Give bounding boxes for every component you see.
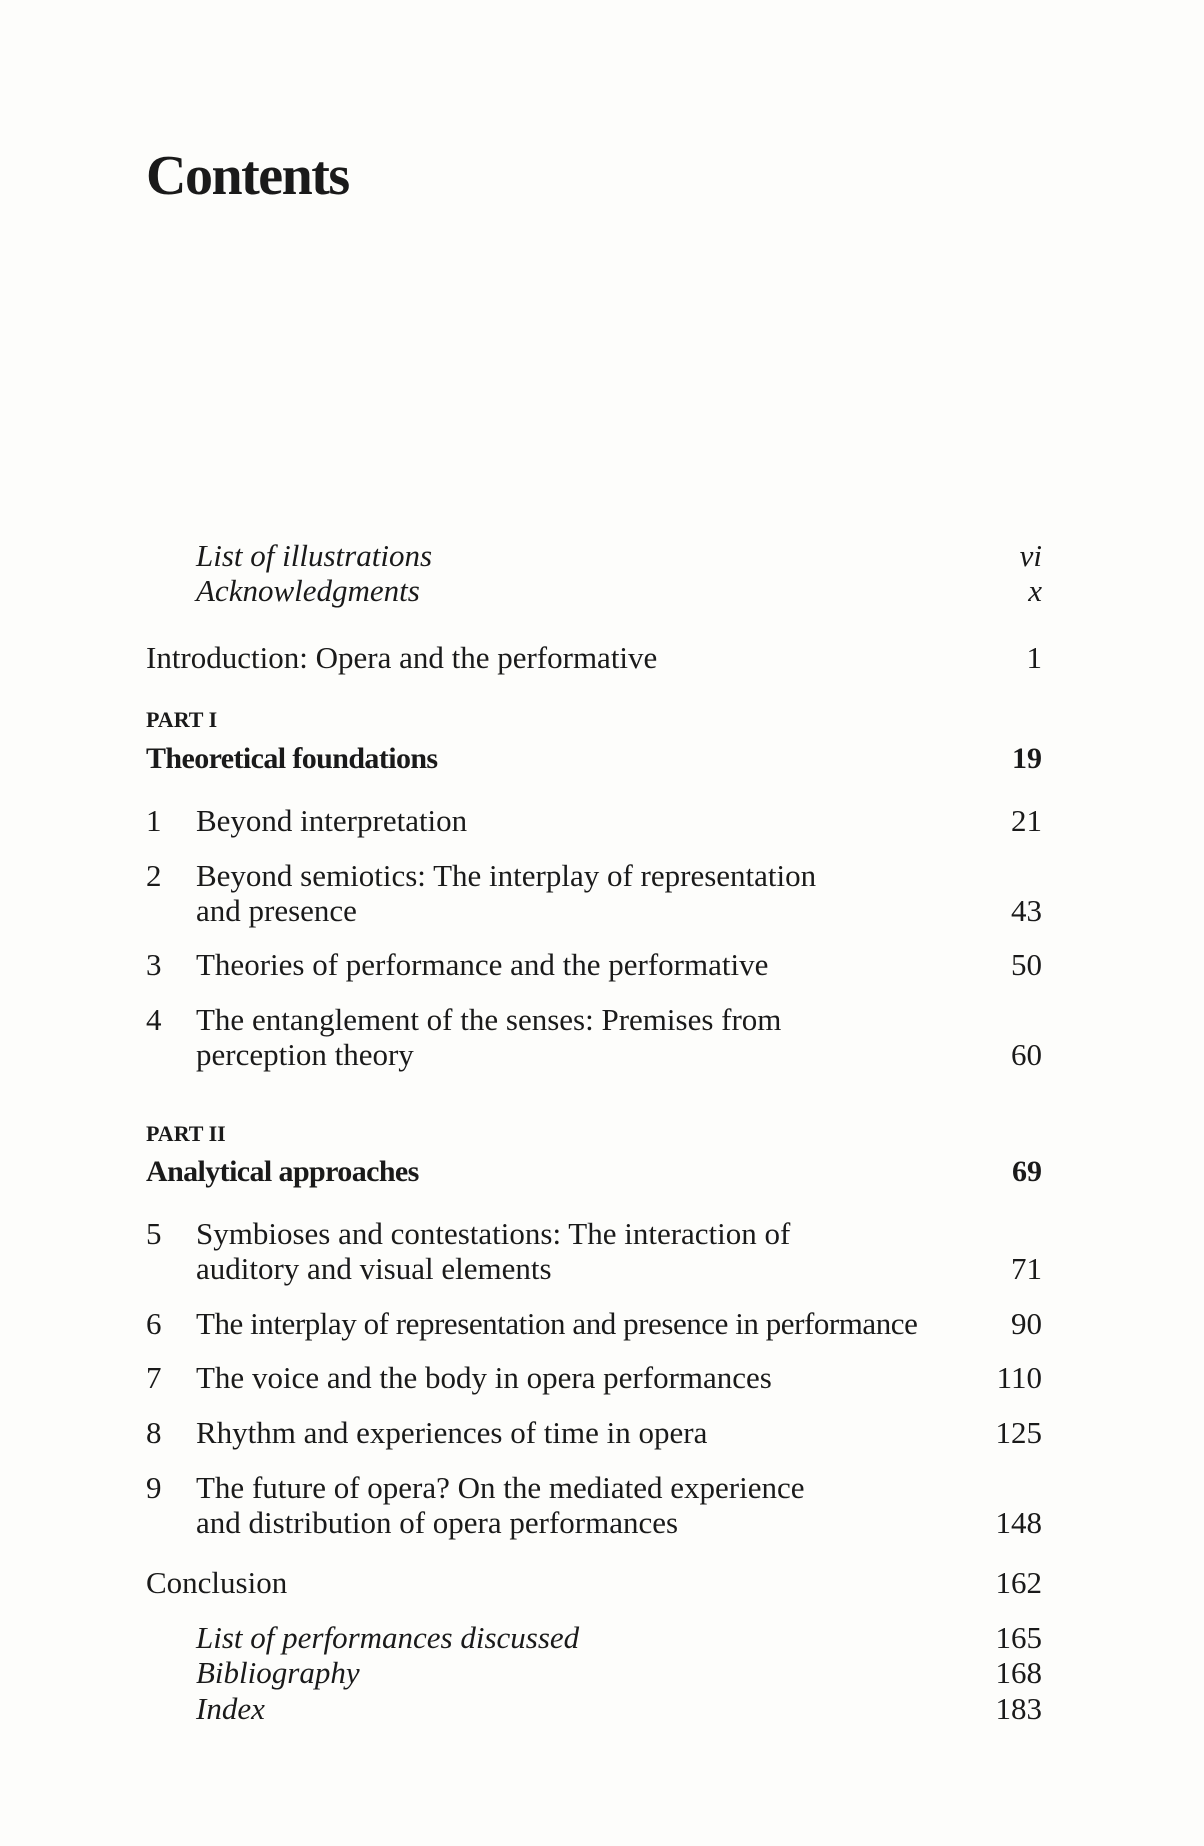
- toc-entry-label: Index: [196, 1691, 265, 1726]
- chapter-number: 1: [146, 803, 162, 838]
- part-title[interactable]: Theoretical foundations: [146, 742, 438, 775]
- chapter-number: 7: [146, 1360, 162, 1395]
- chapter-page: 50: [1011, 947, 1042, 982]
- chapter-title-continued: perception theory: [196, 1037, 414, 1072]
- chapter-title: Theories of performance and the performative: [196, 947, 769, 982]
- page-title: Contents: [146, 145, 349, 207]
- chapter-page: 43: [1011, 893, 1042, 928]
- toc-entry-label: List of illustrations: [196, 538, 433, 573]
- chapter-page: 21: [1011, 803, 1042, 838]
- toc-entry-page: 168: [995, 1655, 1042, 1690]
- chapter-page: 125: [995, 1415, 1042, 1450]
- chapter-title: Rhythm and experiences of time in opera: [196, 1415, 708, 1450]
- chapter-page: 148: [995, 1505, 1042, 1540]
- part-page: 69: [1012, 1155, 1042, 1188]
- chapter-page: 60: [1011, 1037, 1042, 1072]
- toc-entry-label: Acknowledgments: [196, 573, 420, 608]
- chapter-title: Symbioses and contestations: The interaction of: [196, 1216, 791, 1251]
- chapter-title: The future of opera? On the mediated experience: [196, 1470, 805, 1505]
- toc-chapter-4[interactable]: [0, 1002, 1204, 1074]
- part-title[interactable]: Analytical approaches: [146, 1155, 419, 1188]
- toc-entry-label: Conclusion: [146, 1565, 288, 1600]
- chapter-title: The interplay of representation and presence in performance: [196, 1306, 918, 1341]
- chapter-page: 90: [1011, 1306, 1042, 1341]
- chapter-number: 8: [146, 1415, 162, 1450]
- toc-entry-label: Bibliography: [196, 1655, 360, 1690]
- part-label: PART I: [146, 707, 218, 732]
- toc-chapter-9[interactable]: [0, 1470, 1204, 1542]
- toc-entry-label: Introduction: Opera and the performative: [146, 640, 658, 675]
- toc-entry-label: List of performances discussed: [196, 1620, 580, 1655]
- chapter-number: 4: [146, 1002, 162, 1037]
- part-label: PART II: [146, 1121, 226, 1146]
- chapter-number: 2: [146, 858, 162, 893]
- toc-entry-page: 183: [995, 1691, 1042, 1726]
- toc-chapter-2[interactable]: [0, 858, 1204, 930]
- chapter-number: 9: [146, 1470, 162, 1505]
- chapter-title-continued: and presence: [196, 893, 357, 928]
- chapter-number: 5: [146, 1216, 162, 1251]
- toc-entry-page: vi: [1019, 538, 1042, 573]
- chapter-title: Beyond interpretation: [196, 803, 468, 838]
- chapter-number: 6: [146, 1306, 162, 1341]
- chapter-title: The entanglement of the senses: Premises from: [196, 1002, 782, 1037]
- toc-entry-page: 165: [995, 1620, 1042, 1655]
- chapter-page: 71: [1011, 1251, 1042, 1286]
- chapter-title: Beyond semiotics: The interplay of representation: [196, 858, 817, 893]
- chapter-number: 3: [146, 947, 162, 982]
- chapter-page: 110: [996, 1360, 1042, 1395]
- toc-entry-page: 162: [995, 1565, 1042, 1600]
- part-page: 19: [1012, 742, 1042, 775]
- toc-entry-page: x: [1028, 573, 1042, 608]
- toc-entry-page: 1: [1026, 640, 1042, 675]
- toc-chapter-5[interactable]: [0, 1216, 1204, 1288]
- chapter-title-continued: and distribution of opera performances: [196, 1505, 679, 1540]
- chapter-title: The voice and the body in opera performances: [196, 1360, 772, 1395]
- chapter-title-continued: auditory and visual elements: [196, 1251, 552, 1286]
